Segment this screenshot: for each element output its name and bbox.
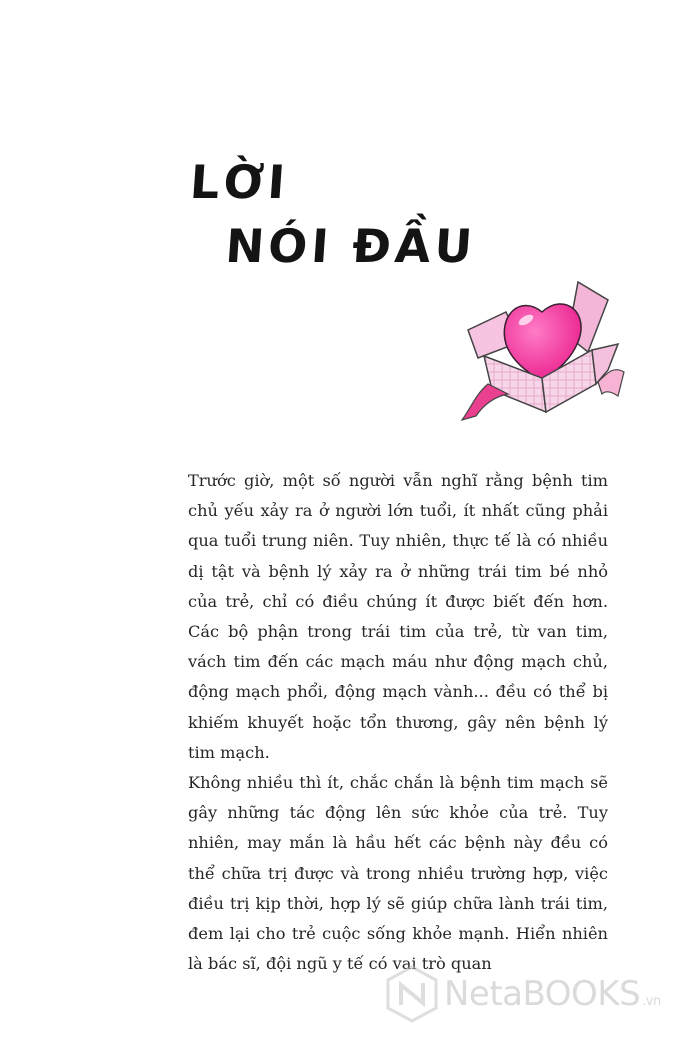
watermark-brand: NetaBOOKS xyxy=(444,974,641,1014)
watermark-suffix: .vn xyxy=(642,994,661,1009)
preface-body xyxy=(188,466,608,979)
watermark-text xyxy=(444,974,661,1014)
watermark xyxy=(386,962,686,1026)
heart-gift-box-icon xyxy=(458,272,628,432)
paragraph: Trước giờ, một số người vẫn nghĩ rằng bệnh tim chủ yếu xảy ra ở người lớn tuổi, ít nhất cũng phải qua tuổi trung niên. Tuy nhiên, thực tế là có nhiều dị tật và bệnh lý xảy ra ở những trái tim bé nhỏ của trẻ, chỉ có điều chúng ít được biết đến hơn. Các bộ phận trong trái tim của trẻ, từ van tim, vách tim đến các mạch máu như động mạch chủ, động mạch phổi, động mạch vành... đều có thể bị khiếm khuyết hoặc tổn thương, gây nên bệnh lý tim mạch. xyxy=(188,471,608,762)
title-line-2: NÓI ĐẦU xyxy=(223,219,478,273)
paragraph: Không nhiều thì ít, chắc chắn là bệnh tim mạch sẽ gây những tác động lên sức khỏe của trẻ. Tuy nhiên, may mắn là hầu hết các bệnh này đều có thể chữa trị được và trong nhiều trường hợp, việc điều trị kịp thời, hợp lý sẽ giúp chữa lành trái tim, đem lại cho trẻ cuộc sống khỏe mạnh. Hiển nhiên là bác sĩ, đội ngũ y tế có vai trò quan xyxy=(188,773,608,974)
page-title xyxy=(184,150,483,278)
title-line-1: LỜI xyxy=(188,155,291,209)
netabooks-logo-icon xyxy=(386,965,438,1023)
